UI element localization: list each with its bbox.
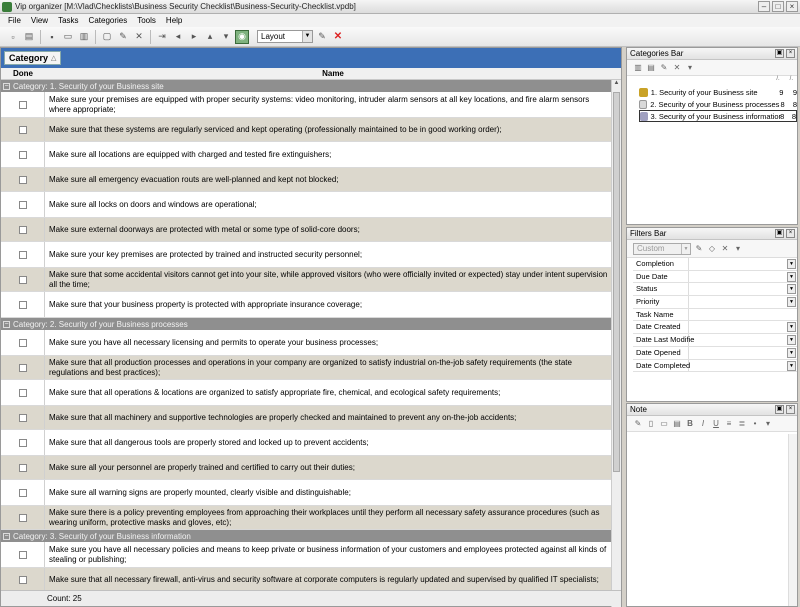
categories-toolbar xyxy=(627,60,797,76)
filter-label: Status xyxy=(633,283,689,295)
filters-bar-panel xyxy=(626,227,798,402)
chevron-down-icon: ▼ xyxy=(302,31,312,42)
count-footer xyxy=(1,590,621,606)
minimize-button[interactable]: – xyxy=(758,1,770,12)
document-icon xyxy=(640,112,648,121)
collapse-icon[interactable]: − xyxy=(4,532,9,540)
task-row[interactable] xyxy=(1,430,613,456)
task-row[interactable] xyxy=(1,356,613,380)
task-name: Make sure you have all necessary licensing and permits to operate your business processes; xyxy=(49,337,379,347)
print-icon[interactable]: ▭ xyxy=(63,31,73,41)
panel-title: Note xyxy=(630,405,647,414)
group-by-bar xyxy=(1,48,621,68)
task-row[interactable] xyxy=(1,168,613,192)
panel-options-icon[interactable]: ▣ xyxy=(776,406,783,412)
done-checkbox[interactable] xyxy=(19,464,27,472)
category-item-label: 3. Security of your Business informatior xyxy=(650,111,782,121)
task-name: Make sure that all operations & locations are organized to satisfy appropriate fire, chemical, and ecological safety requirements; xyxy=(49,387,501,397)
done-checkbox[interactable] xyxy=(19,439,27,447)
bullets-icon[interactable]: • xyxy=(753,419,757,428)
scroll-thumb[interactable] xyxy=(613,92,620,472)
filter-label: Date Opened xyxy=(633,347,689,359)
chevron-down-icon[interactable]: ▼ xyxy=(787,259,796,269)
close-button[interactable]: × xyxy=(786,1,798,12)
task-name: Make sure your premises are equipped with proper security systems: video monitoring, intruder alarm sensors at all key locations, and fire alarm sensors where appropriate; xyxy=(49,94,590,114)
done-checkbox[interactable] xyxy=(19,339,27,347)
menu-help[interactable]: Help xyxy=(165,16,183,25)
menu-file[interactable]: File xyxy=(8,16,21,25)
filter-label: Due Date xyxy=(633,271,689,283)
layout-delete-icon[interactable]: ✕ xyxy=(333,31,343,42)
filter-preset-value: Custom xyxy=(637,244,665,253)
done-checkbox[interactable] xyxy=(19,101,27,109)
task-row[interactable] xyxy=(1,192,613,218)
task-row[interactable] xyxy=(1,506,613,530)
category-group-row[interactable] xyxy=(1,318,613,330)
done-checkbox[interactable] xyxy=(19,514,27,522)
done-checkbox[interactable] xyxy=(19,201,27,209)
task-name: Make sure that all dangerous tools are properly stored and locked up to prevent accidents; xyxy=(49,437,369,447)
menu-tasks[interactable]: Tasks xyxy=(58,16,79,25)
task-row[interactable] xyxy=(1,380,613,406)
chevron-down-icon[interactable]: ▼ xyxy=(787,272,796,282)
task-name: Make sure all locations are equipped with charged and tested fire extinguishers; xyxy=(49,149,332,159)
down-icon[interactable]: ▾ xyxy=(223,31,229,41)
task-name: Make sure that some accidental visitors cannot get into your site, while approved visitors (who were officially invited or expected) stay under intent supervision all the time; xyxy=(49,269,608,289)
done-checkbox[interactable] xyxy=(19,176,27,184)
task-name: Make sure all emergency evacuation routs are well-planned and kept not blocked; xyxy=(49,174,339,184)
save-icon[interactable]: ▪ xyxy=(50,31,54,42)
task-row[interactable] xyxy=(1,242,613,268)
paste-icon[interactable]: ▤ xyxy=(673,419,681,428)
task-name: Make sure that your business property is protected with appropriate insurance coverage; xyxy=(49,299,363,309)
chevron-down-icon[interactable]: ▼ xyxy=(787,297,796,307)
chevron-down-icon[interactable]: ▼ xyxy=(787,284,796,294)
task-count: Count: 25 xyxy=(47,594,82,603)
menu-tools[interactable]: Tools xyxy=(137,16,156,25)
cut-icon[interactable]: ▯ xyxy=(648,419,654,428)
task-name: Make sure that these systems are regularly serviced and kept operating (professionally maintained to be in good working order); xyxy=(49,124,502,134)
window-titlebar xyxy=(0,0,800,14)
chevron-down-icon: ▼ xyxy=(681,244,690,254)
menu-bar xyxy=(0,14,800,27)
filter-toggle-icon[interactable]: ◉ xyxy=(235,30,249,44)
task-row[interactable] xyxy=(1,456,613,480)
category-group-row[interactable] xyxy=(1,80,613,92)
category-group-title: Category: 3. Security of your Business information xyxy=(13,531,191,541)
main-toolbar xyxy=(0,27,800,47)
forward-icon[interactable]: ▸ xyxy=(191,31,197,41)
chevron-down-icon[interactable]: ▼ xyxy=(787,322,796,332)
task-name: Make sure there is a policy preventing employees from approaching their workplaces until they perform all necessary safety assurance procedures (such as wearing uniform, protective masks and gloves, etc); xyxy=(49,507,600,527)
category-count-open: 8 xyxy=(792,99,798,109)
back-icon[interactable]: ◂ xyxy=(175,31,181,41)
delete-task-icon[interactable]: ✕ xyxy=(135,31,143,41)
filter-row-priority[interactable] xyxy=(633,296,797,309)
done-checkbox[interactable] xyxy=(19,301,27,309)
category-count-total: 9 xyxy=(779,87,784,97)
more-chevron-icon[interactable]: ▾ xyxy=(765,419,770,428)
panel-close-icon[interactable]: × xyxy=(786,229,795,238)
task-row[interactable] xyxy=(1,330,613,356)
categories-bar-panel xyxy=(626,47,798,225)
underline-icon[interactable]: U xyxy=(713,419,719,428)
column-headers xyxy=(1,68,621,80)
more-chevron-icon[interactable]: ▾ xyxy=(687,63,692,72)
panel-title: Categories Bar xyxy=(630,49,684,58)
panel-options-icon[interactable]: ▣ xyxy=(776,50,783,56)
task-row[interactable] xyxy=(1,480,613,506)
delete-category-icon[interactable]: ✕ xyxy=(673,63,681,72)
category-item-label: 2. Security of your Business processes xyxy=(650,99,780,109)
filter-label: Task Name xyxy=(633,309,689,321)
done-checkbox[interactable] xyxy=(19,226,27,234)
note-panel xyxy=(626,403,798,607)
filter-row-date-completed[interactable] xyxy=(633,360,797,373)
task-name: Make sure all warning signs are properly mounted, clearly visible and distinguishable; xyxy=(49,487,351,497)
add-subcategory-icon[interactable]: ▤ xyxy=(647,63,655,72)
panel-options-icon[interactable]: ▣ xyxy=(776,230,783,236)
new-category-icon[interactable]: ▥ xyxy=(634,63,642,72)
open-icon[interactable]: ▤ xyxy=(24,31,34,41)
category-item-site[interactable] xyxy=(627,86,797,98)
edit-category-icon[interactable]: ✎ xyxy=(660,63,668,72)
task-row[interactable] xyxy=(1,542,613,568)
panel-header xyxy=(627,48,797,60)
chevron-down-icon[interactable]: ▼ xyxy=(787,335,796,345)
filter-row-date-opened[interactable] xyxy=(633,347,797,360)
window-title: Vip organizer [M:\Vlad\Checklists\Business Security Checklist\Business-Security-Checklist.vpdb] xyxy=(15,2,356,11)
scroll-up-icon[interactable]: ▲ xyxy=(613,80,620,86)
task-name: Make sure you have all necessary policies and means to keep private or business information of your customers and employees protected against all kinds of stealing or publishing; xyxy=(49,544,607,564)
layout-value: Layout xyxy=(261,32,286,41)
grid-vertical-scrollbar[interactable] xyxy=(611,80,621,607)
italic-icon[interactable]: I xyxy=(701,419,705,428)
task-row[interactable] xyxy=(1,292,613,318)
new-file-icon[interactable]: ▫ xyxy=(11,31,15,42)
panel-title: Filters Bar xyxy=(630,229,667,238)
filter-label: Completion xyxy=(633,258,689,270)
panel-close-icon[interactable]: × xyxy=(786,49,795,58)
filter-row-task-name[interactable] xyxy=(633,309,797,322)
edit-note-icon[interactable]: ✎ xyxy=(634,419,642,428)
category-item-processes[interactable] xyxy=(627,98,797,110)
layout-select[interactable] xyxy=(257,30,313,43)
copy-icon[interactable]: ▭ xyxy=(660,419,668,428)
filter-row-date-created[interactable] xyxy=(633,321,797,334)
category-count-open: 9 xyxy=(792,87,797,97)
menu-view[interactable]: View xyxy=(30,16,49,25)
filter-row-date-last-modified[interactable] xyxy=(633,334,797,347)
new-task-icon[interactable]: ▢ xyxy=(102,31,112,41)
app-icon xyxy=(2,2,12,12)
category-count-open: 8 xyxy=(791,111,797,121)
chevron-down-icon[interactable]: ▼ xyxy=(787,348,796,358)
maximize-button[interactable]: □ xyxy=(772,1,784,12)
folder-icon xyxy=(639,88,648,97)
task-name: Make sure all locks on doors and windows are operational; xyxy=(49,199,257,209)
save-filter-icon[interactable]: ✎ xyxy=(695,244,703,253)
column-divider-icon: /. xyxy=(776,76,780,82)
delete-filter-icon[interactable]: ✕ xyxy=(721,244,729,253)
category-item-information[interactable] xyxy=(639,110,797,122)
task-row[interactable] xyxy=(1,118,613,142)
filter-label: Priority xyxy=(633,296,689,308)
done-checkbox[interactable] xyxy=(19,489,27,497)
export-icon[interactable]: ▥ xyxy=(79,31,89,41)
category-group-title: Category: 1. Security of your Business site xyxy=(13,81,164,91)
done-checkbox[interactable] xyxy=(19,251,27,259)
panel-header xyxy=(627,404,797,416)
layout-save-icon[interactable]: ✎ xyxy=(318,31,326,41)
task-row[interactable] xyxy=(1,568,613,592)
indent-icon[interactable]: ⇥ xyxy=(158,31,166,41)
filter-label: Date Created xyxy=(633,321,689,333)
task-rows xyxy=(1,80,613,591)
task-row[interactable] xyxy=(1,218,613,242)
up-icon[interactable]: ▴ xyxy=(207,31,213,41)
collapse-icon[interactable]: − xyxy=(4,320,9,328)
sort-ascending-icon: △ xyxy=(51,55,57,62)
filter-preset-select[interactable] xyxy=(633,243,691,255)
gear-icon xyxy=(639,100,647,109)
filter-label: Date Completed xyxy=(633,360,689,372)
task-name: Make sure external doorways are protected with metal or some type of solid-core doors; xyxy=(49,224,360,234)
column-name-header[interactable]: Name xyxy=(322,69,344,78)
align-left-icon[interactable]: ≡ xyxy=(726,419,732,428)
task-name: Make sure that all machinery and supportive technologies are properly checked and maintained to prevent any on-the-job accidents; xyxy=(49,412,517,422)
edit-task-icon[interactable]: ✎ xyxy=(119,31,127,41)
category-count-total: 8 xyxy=(780,99,785,109)
chevron-down-icon[interactable]: ▼ xyxy=(787,361,796,371)
task-name: Make sure that all production processes and operations in your company are organized to satisfy industrial on-the-job safety requirements (the state regulations and best practices); xyxy=(49,357,572,377)
category-item-label: 1. Security of your Business site xyxy=(650,87,758,97)
task-row[interactable] xyxy=(1,142,613,168)
collapse-icon[interactable]: − xyxy=(4,82,9,90)
done-checkbox[interactable] xyxy=(19,126,27,134)
filter-label: Date Last Modifie xyxy=(633,334,689,346)
category-group-row[interactable] xyxy=(1,530,613,542)
align-center-icon[interactable]: ≣ xyxy=(738,419,746,428)
filters-toolbar xyxy=(627,240,797,258)
filter-row-completion[interactable] xyxy=(633,258,797,271)
filter-row-due-date[interactable] xyxy=(633,271,797,284)
task-name: Make sure all your personnel are properly trained and certified to carry out their duties; xyxy=(49,462,355,472)
note-toolbar xyxy=(627,416,797,432)
column-done-header[interactable]: Done xyxy=(13,69,33,78)
menu-categories[interactable]: Categories xyxy=(88,16,128,25)
clear-filter-icon[interactable]: ◇ xyxy=(708,244,716,253)
bold-icon[interactable]: B xyxy=(687,419,693,428)
column-divider-icon: /. xyxy=(789,76,793,82)
category-list-header xyxy=(627,76,797,86)
done-checkbox[interactable] xyxy=(19,389,27,397)
done-checkbox[interactable] xyxy=(19,576,27,584)
done-checkbox[interactable] xyxy=(19,551,27,559)
task-name: Make sure that all necessary firewall, anti-virus and security software at corporate computers is regularly updated and supervised by qualified IT specialists; xyxy=(49,574,599,584)
panel-close-icon[interactable]: × xyxy=(786,405,795,414)
filter-row-status[interactable] xyxy=(633,283,797,296)
done-checkbox[interactable] xyxy=(19,276,27,284)
task-grid xyxy=(0,47,622,607)
done-checkbox[interactable] xyxy=(19,151,27,159)
task-row[interactable] xyxy=(1,268,613,292)
group-label: Category xyxy=(9,53,49,63)
task-row[interactable] xyxy=(1,406,613,430)
group-by-category-chip[interactable] xyxy=(4,51,61,65)
category-count-total: 8 xyxy=(780,111,785,121)
panel-header xyxy=(627,228,797,240)
task-name: Make sure your key premises are protected by trained and instructed security personnel; xyxy=(49,249,363,259)
note-editor[interactable] xyxy=(627,432,797,602)
category-group-title: Category: 2. Security of your Business processes xyxy=(13,319,188,329)
task-row[interactable] xyxy=(1,92,613,118)
more-chevron-icon[interactable]: ▾ xyxy=(735,244,740,253)
done-checkbox[interactable] xyxy=(19,364,27,372)
note-vertical-scrollbar[interactable] xyxy=(788,434,797,606)
done-checkbox[interactable] xyxy=(19,414,27,422)
